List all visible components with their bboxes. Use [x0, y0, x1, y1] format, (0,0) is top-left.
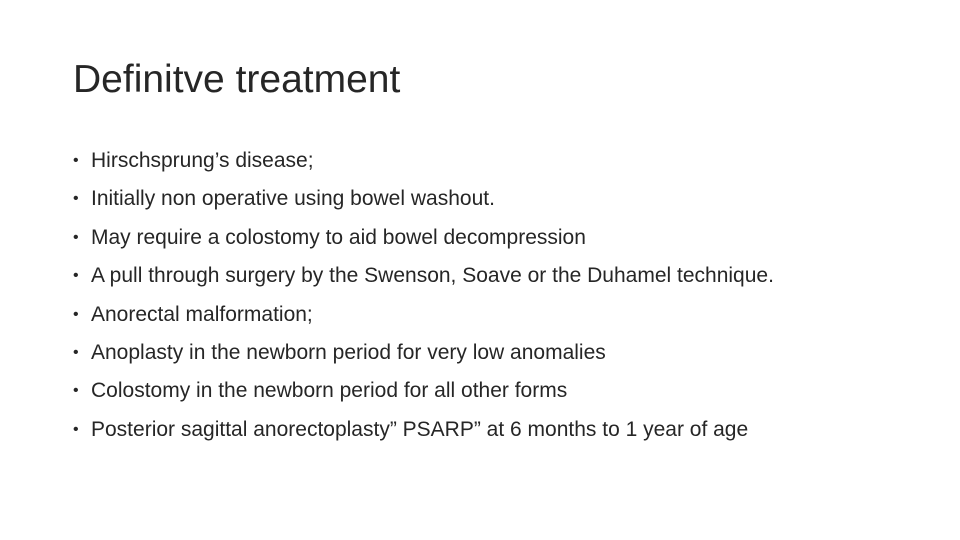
bullet-text: Anoplasty in the newborn period for very low anomalies [91, 340, 606, 364]
bullet-text: Hirschsprung’s disease; [91, 149, 314, 172]
bullet-item [73, 296, 774, 334]
bullet-item [73, 411, 774, 449]
bullet-dot-icon: • [73, 190, 79, 208]
bullet-text: Initially non operative using bowel washout. [91, 187, 495, 211]
bullet-text: May require a colostomy to aid bowel decompression [91, 225, 586, 249]
bullet-dot-icon: • [73, 343, 79, 361]
bullet-item [73, 334, 774, 372]
bullet-text: Colostomy in the newborn period for all other forms [91, 379, 568, 403]
bullet-item [73, 257, 774, 295]
bullet-dot-icon: • [73, 152, 79, 169]
bullet-dot-icon: • [73, 267, 79, 285]
bullet-list [73, 142, 774, 449]
bullet-text: Posterior sagittal anorectoplasty” PSARP” at 6 months to 1 year of age [91, 417, 749, 441]
bullet-item [73, 180, 774, 218]
bullet-item [73, 372, 774, 410]
bullet-dot-icon: • [73, 305, 79, 323]
bullet-item [73, 142, 774, 180]
bullet-item [73, 219, 774, 257]
bullet-dot-icon: • [73, 382, 79, 400]
bullet-text: Anorectal malformation; [91, 302, 313, 326]
bullet-dot-icon: • [73, 420, 79, 438]
slide-title: Definitve treatment [73, 58, 401, 101]
bullet-text: A pull through surgery by the Swenson, Soave or the Duhamel technique. [91, 264, 774, 288]
bullet-dot-icon: • [73, 228, 79, 246]
